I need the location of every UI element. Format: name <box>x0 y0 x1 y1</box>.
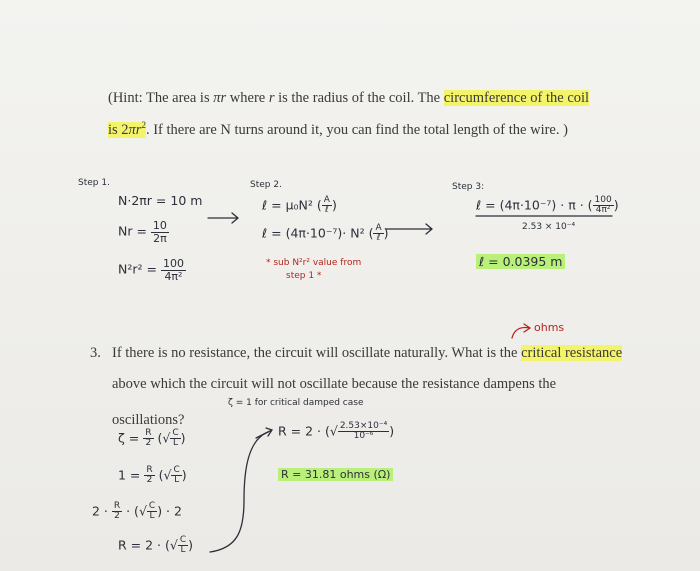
work-eq2: 1 = $\frac{R}{2}$ (√ $\frac{C}{L}$ ) <box>118 465 187 486</box>
step3-result: ℓ = 0.0395 m <box>476 254 565 269</box>
question-3-line-3: oscillations? <box>112 412 185 428</box>
step1-eq3: N²r² = $\frac{100}{\text{4π²}}$ <box>118 257 184 283</box>
highlight-critical-resistance: critical resistance <box>521 345 623 361</box>
highlight-circumference: circumference of the coil <box>443 90 590 106</box>
step2-eq1: ℓ = μ₀N² ( $\frac{A}{\text{ℓ}}$ ) <box>262 195 337 216</box>
step3-eq: ℓ = (4π·10⁻⁷) · π · ( $\frac{100}{\text{4π²}}$ ) <box>476 195 619 216</box>
resistance-substitution: R = 2 · (√ $\frac{\text{2.53×10⁻⁴}}{\text{10⁻⁶}}$ ) <box>278 421 395 442</box>
ohms-annotation: ohms <box>534 321 565 334</box>
question-3-line-1: If there is no resistance, the circuit will oscillate naturally. What is the critical resistance <box>112 345 623 361</box>
ohms-arrow-icon <box>512 324 530 338</box>
work-eq1: ζ = $\frac{R}{2}$ (√ $\frac{C}{L}$ ) <box>118 428 186 449</box>
work-eq3: 2 · $\frac{R}{2}$ · (√ $\frac{C}{L}$ ) · 2 <box>92 501 182 522</box>
step1-eq2: Nr = $\frac{10}{2\pi}$ <box>118 219 167 245</box>
hint-line-1: (Hint: The area is πr where r is the radius of the coil. The circumference of the coil <box>108 90 590 106</box>
step1-eq1: N·2πr = 10 m <box>118 193 203 208</box>
question-3-number: 3. <box>90 345 101 361</box>
step1-label: Step 1. <box>78 178 110 188</box>
step2-label: Step 2. <box>250 180 282 190</box>
step2-note-2: step 1 * <box>286 271 322 281</box>
step2-eq2: ℓ = (4π·10⁻⁷)· N² ( $\frac{A}{\text{ℓ}}$ ) <box>262 223 389 244</box>
step3-label: Step 3: <box>452 182 485 192</box>
zeta-note: ζ = 1 for critical damped case <box>228 398 364 408</box>
resistance-result: R = 31.81 ohms (Ω) <box>278 468 393 481</box>
hint-line-2: is $2\pi r^2$. If there are N turns around it, you can find the total length of the wire. ) <box>108 120 568 138</box>
arrow-step2-to-step3 <box>386 224 432 234</box>
work-bracket-curve <box>210 432 268 552</box>
work-eq4: R = 2 · (√ $\frac{C}{L}$ ) <box>118 535 194 556</box>
arrow-to-substitution <box>256 428 272 438</box>
step3-denominator: 2.53 × 10⁻⁴ <box>522 222 576 232</box>
question-3-line-2: above which the circuit will not oscillate because the resistance dampens the <box>112 376 557 392</box>
arrow-step1-to-step2 <box>208 213 238 223</box>
step2-note-1: * sub N²r² value from <box>266 258 362 268</box>
